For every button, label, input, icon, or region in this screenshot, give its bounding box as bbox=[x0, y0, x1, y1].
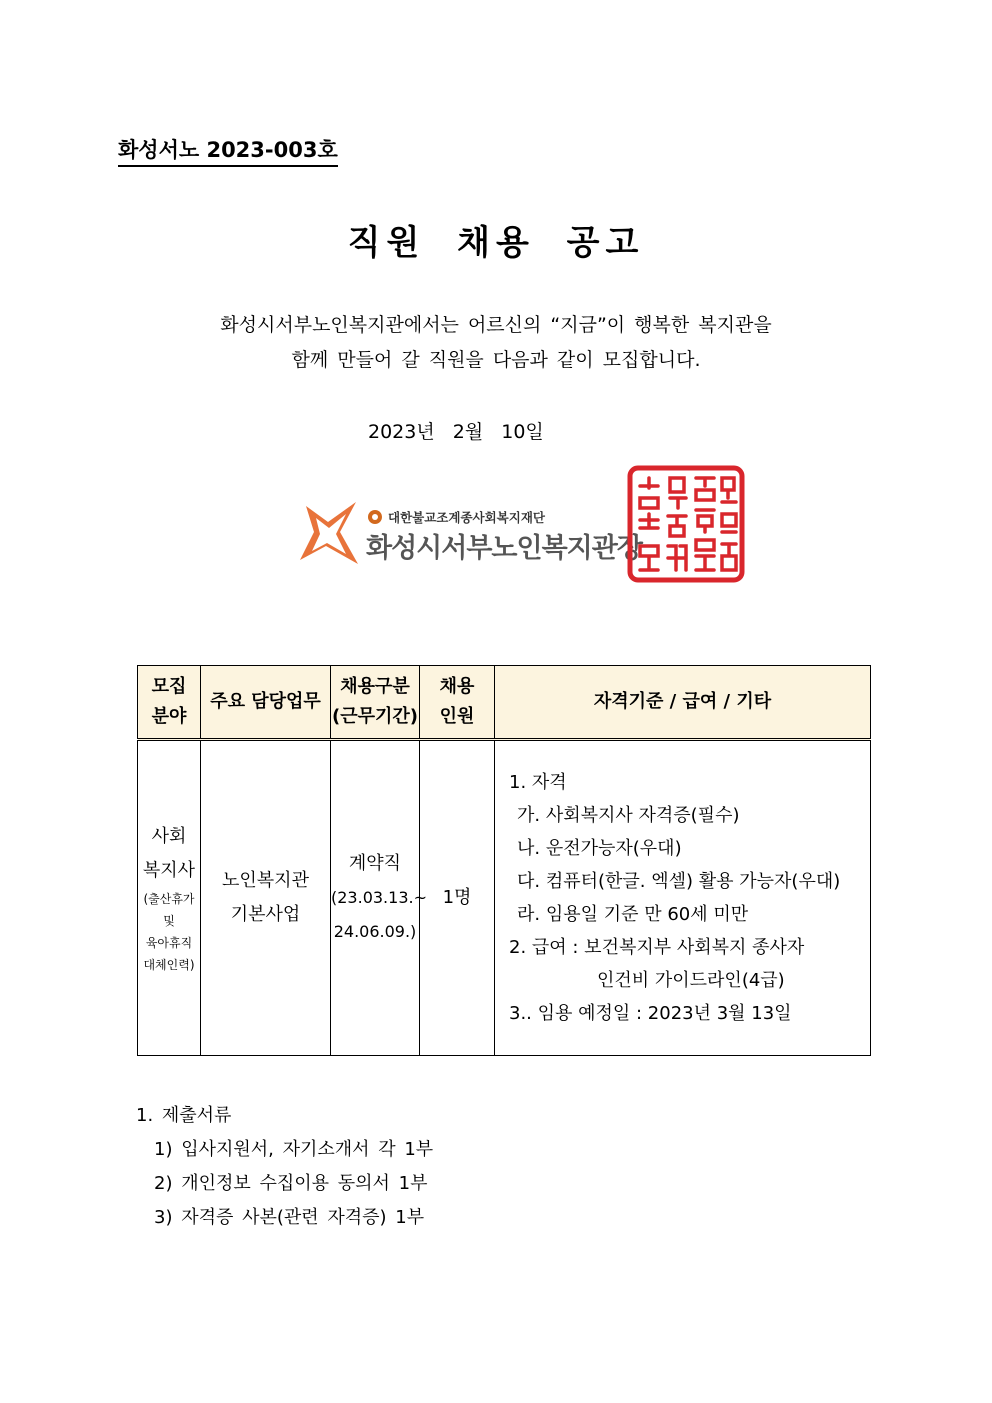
field-line2: 복지사 bbox=[142, 860, 196, 881]
header-count-line2: 인원 bbox=[439, 706, 475, 727]
cell-count: 1명 bbox=[420, 740, 495, 1056]
qual-1a: 가. 사회복지사 자격증(필수) bbox=[517, 805, 740, 826]
cell-type bbox=[331, 740, 427, 1056]
intro-text bbox=[0, 308, 992, 378]
header-field-line1: 모집 bbox=[151, 676, 187, 697]
page-title: 직원 채용 공고 bbox=[347, 223, 645, 263]
duties-line1: 노인복지관 bbox=[222, 870, 309, 891]
duties-line2: 기본사업 bbox=[230, 904, 301, 925]
type-line2: (23.03.13.~ bbox=[331, 888, 427, 907]
qual-2b: 인건비 가이드라인(4급) bbox=[597, 970, 785, 991]
list-item: 3) 자격증 사본(관련 자격증) 1부 bbox=[154, 1207, 425, 1228]
field-note2: 및 bbox=[163, 914, 175, 928]
logo-name: 화성시서부노인복지관장 bbox=[366, 533, 642, 564]
field-note3: 육아휴직 bbox=[145, 936, 193, 950]
organization-logo bbox=[298, 496, 642, 568]
type-line3: 24.06.09.) bbox=[333, 922, 417, 941]
field-note1: (출산휴가 bbox=[143, 892, 195, 906]
cell-qualification bbox=[495, 740, 871, 1056]
cell-field bbox=[138, 740, 201, 1056]
header-type-line1: 채용구분 bbox=[340, 676, 410, 697]
documents-heading: 1. 제출서류 bbox=[136, 1105, 232, 1126]
table-row bbox=[138, 740, 871, 1056]
header-type bbox=[331, 666, 420, 740]
header-field-line2: 분야 bbox=[151, 706, 187, 727]
header-duties: 주요 담당업무 bbox=[201, 666, 331, 740]
qual-1b: 나. 운전가능자(우대) bbox=[517, 838, 682, 859]
list-item: 2) 개인정보 수집이용 동의서 1부 bbox=[154, 1173, 428, 1194]
field-note4: 대체인력) bbox=[143, 958, 195, 972]
qual-1c: 다. 컴퓨터(한글. 엑셀) 활용 가능자(우대) bbox=[517, 871, 841, 892]
header-type-line2: (근무기간) bbox=[331, 706, 418, 727]
official-seal-stamp bbox=[626, 464, 746, 584]
cell-duties bbox=[201, 740, 331, 1056]
type-line1: 계약직 bbox=[348, 853, 402, 874]
qual-2: 2. 급여 : 보건복지부 사회복지 종사자 bbox=[509, 937, 805, 958]
qual-1: 1. 자격 bbox=[509, 772, 567, 793]
required-documents bbox=[136, 1099, 433, 1235]
intro-line-2: 함께 만들어 갈 직원을 다음과 같이 모집합니다. bbox=[291, 349, 701, 371]
header-count-line1: 채용 bbox=[439, 676, 475, 697]
dharma-wheel-icon bbox=[368, 510, 382, 524]
qual-1d: 라. 임용일 기준 만 60세 미만 bbox=[517, 904, 749, 925]
intro-line-1: 화성시서부노인복지관에서는 어르신의 “지금”이 행복한 복지관을 bbox=[220, 314, 772, 336]
logo-subtitle-text: 대한불교조계종사회복지재단 bbox=[388, 510, 545, 525]
announcement-date: 2023년 2월 10일 bbox=[368, 421, 544, 443]
star-logo-icon bbox=[298, 498, 360, 568]
table-header-row bbox=[138, 666, 871, 740]
field-line1: 사회 bbox=[151, 826, 187, 847]
recruitment-table bbox=[137, 665, 871, 1056]
header-count bbox=[420, 666, 495, 740]
qual-3: 3.. 임용 예정일 : 2023년 3월 13일 bbox=[509, 1003, 792, 1024]
document-number: 화성서노 2023-003호 bbox=[118, 136, 338, 167]
logo-subtitle bbox=[368, 508, 545, 526]
list-item: 1) 입사지원서, 자기소개서 각 1부 bbox=[154, 1139, 434, 1160]
header-field bbox=[138, 666, 201, 740]
header-qualification: 자격기준 / 급여 / 기타 bbox=[495, 666, 871, 740]
